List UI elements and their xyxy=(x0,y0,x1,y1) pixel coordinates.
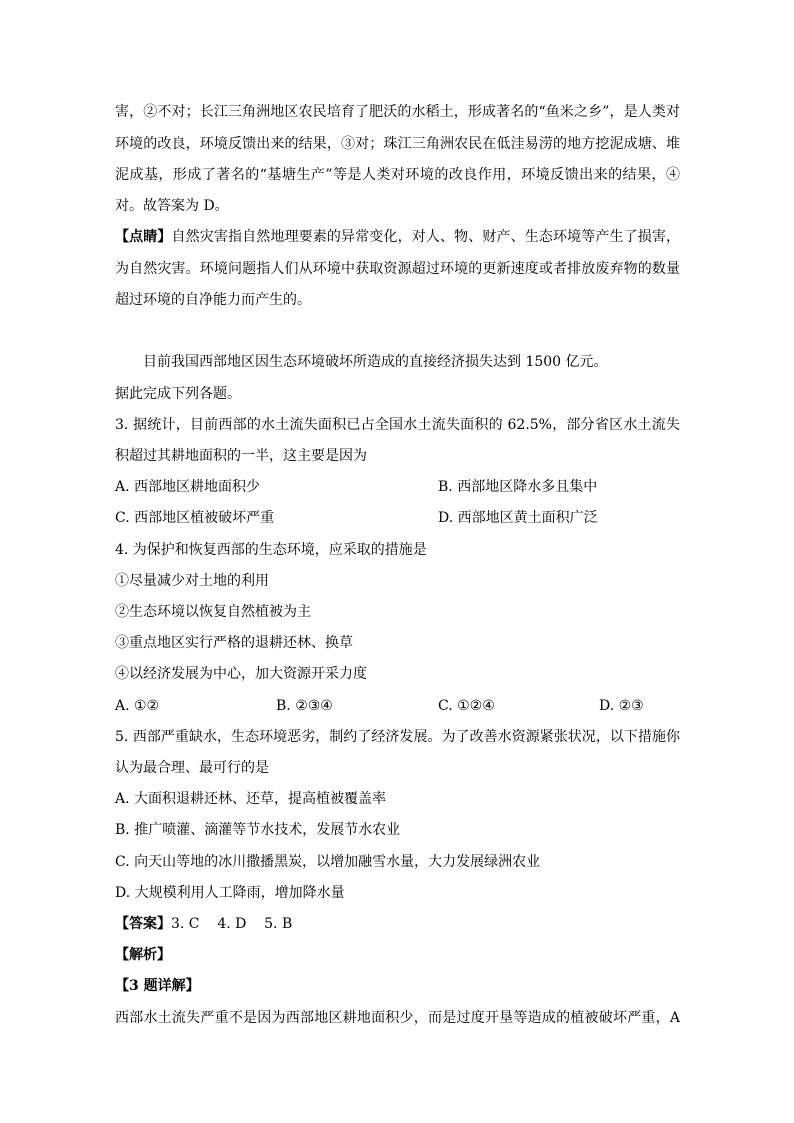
explanation-line-3: 泥成基，形成了著名的“基塘生产”等是人类对环境的改良作用，环境反馈出来的结果，④ xyxy=(115,167,680,183)
tip-label: 【点睛】 xyxy=(115,229,172,245)
q3-stem-line-1: 3. 据统计，目前西部的水土流失面积已占全国水土流失面积的 62.5%，部分省区水土流失 xyxy=(115,417,680,433)
q3-detail-label: 【3 题详解】 xyxy=(115,978,200,994)
q4-item-1: ①尽量减少对土地的利用 xyxy=(115,573,269,589)
q4-item-4: ④以经济发展为中心，加大资源开采力度 xyxy=(115,666,367,682)
q5-stem-line-1: 5. 西部严重缺水，生态环境恶劣，制约了经济发展。为了改善水资源紧张状况，以下措施你 xyxy=(115,729,680,745)
q3-option-c: C. 西部地区植被破坏严重 xyxy=(115,510,275,526)
explanation-line-1: 害，②不对；长江三角洲地区农民培育了肥沃的水稻土，形成著名的“鱼米之乡”，是人类对 xyxy=(115,104,680,120)
answer-line xyxy=(115,914,292,934)
q4-option-d: D. ②③ xyxy=(599,698,644,714)
explanation-line-2: 环境的改良，环境反馈出来的结果，③对；珠江三角洲农民在低洼易涝的地方挖泥成塘、堆 xyxy=(115,136,680,152)
answer-label: 【答案】 xyxy=(115,916,171,932)
q3-detail-line: 西部水土流失严重不是因为西部地区耕地面积少，而是过度开垦等造成的植被破坏严重，A xyxy=(115,1010,680,1026)
explanation-line-4: 对。故答案为 D。 xyxy=(115,198,229,214)
q4-stem: 4. 为保护和恢复西部的生态环境，应采取的措施是 xyxy=(115,542,427,558)
q5-option-b: B. 推广喷灌、滴灌等节水技术，发展节水农业 xyxy=(115,822,401,838)
q4-item-3: ③重点地区实行严格的退耕还林、换草 xyxy=(115,635,353,651)
q5-option-d: D. 大规模利用人工降雨，增加降水量 xyxy=(115,885,345,901)
q3-option-d: D. 西部地区黄土面积广泛 xyxy=(438,510,598,526)
tip-line-1 xyxy=(115,227,680,247)
tip-line-2: 为自然灾害。环境问题指人们从环境中获取资源超过环境的更新速度或者排放废弃物的数量 xyxy=(115,261,680,277)
q4-option-c: C. ①②④ xyxy=(438,698,495,714)
q3-stem-line-2: 积超过其耕地面积的一半，这主要是因为 xyxy=(115,448,367,464)
material-text: 目前我国西部地区因生态环境破坏所造成的直接经济损失达到 1500 亿元。 xyxy=(143,354,608,370)
q5-stem-line-2: 认为最合理、最可行的是 xyxy=(115,760,269,776)
q4-item-2: ②生态环境以恢复自然植被为主 xyxy=(115,604,311,620)
material-instruction: 据此完成下列各题。 xyxy=(115,386,241,402)
q4-option-b: B. ②③④ xyxy=(276,698,333,714)
q3-option-a: A. 西部地区耕地面积少 xyxy=(115,479,261,495)
analysis-label: 【解析】 xyxy=(115,947,171,963)
q5-option-c: C. 向天山等地的冰川撒播黑炭，以增加融雪水量，大力发展绿洲农业 xyxy=(115,854,541,870)
q3-option-b: B. 西部地区降水多且集中 xyxy=(438,479,598,495)
q4-option-a: A. ①② xyxy=(115,698,160,714)
tip-line-3: 超过环境的自净能力而产生的。 xyxy=(115,292,311,308)
answer-text: 3. C 4. D 5. B xyxy=(171,916,293,932)
q5-option-a: A. 大面积退耕还林、还草，提高植被覆盖率 xyxy=(115,791,387,807)
tip-text-1: 自然灾害指自然地理要素的异常变化，对人、物、财产、生态环境等产生了损害， xyxy=(171,229,680,245)
